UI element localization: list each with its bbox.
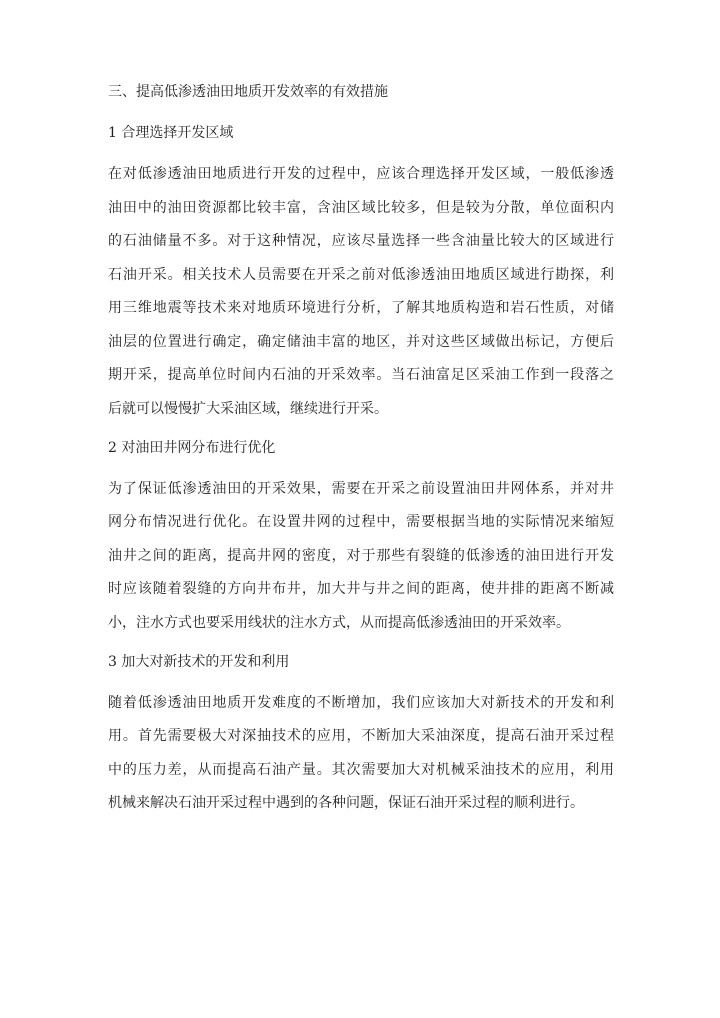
paragraph-1 (108, 164, 614, 419)
paragraph-2 (108, 479, 614, 633)
paragraph-line: 在对低渗透油田地质进行开发的过程中，应该合理选择开发区域，一般低渗透 (108, 166, 614, 182)
paragraph-3 (108, 693, 614, 814)
paragraph-line: 后就可以慢慢扩大采油区域，继续进行开采。 (108, 400, 388, 417)
paragraph-line: 用三维地震等技术来对地质环境进行分析，了解其地质构造和岩石性质，对储 (108, 300, 614, 316)
paragraph-line: 小，注水方式也要采用线状的注水方式，从而提高低渗透油田的开采效率。 (108, 614, 570, 631)
paragraph-line: 时应该随着裂缝的方向井布井，加大井与井之间的距离，使井排的距离不断减 (108, 581, 614, 597)
section-heading: 三、提高低渗透油田地质开发效率的有效措施 (108, 84, 388, 100)
paragraph-line: 网分布情况进行优化。在设置井网的过程中，需要根据当地的实际情况来缩短 (108, 514, 614, 530)
paragraph-line: 油田中的油田资源都比较丰富，含油区域比较多，但是较为分散，单位面积内 (108, 199, 614, 216)
paragraph-line: 用。首先需要极大对深抽技术的应用，不断加大采油深度，提高石油开采过程 (108, 728, 614, 744)
paragraph-line: 随着低渗透油田地质开发难度的不断增加，我们应该加大对新技术的开发和利 (108, 694, 614, 711)
paragraph-line: 油层的位置进行确定，确定储油丰富的地区，并对这些区域做出标记，方便后 (108, 333, 614, 350)
paragraph-line: 期开采，提高单位时间内石油的开采效率。当石油富足区采油工作到一段落之 (108, 367, 614, 383)
subsection-title-1: 1 合理选择开发区域 (108, 125, 234, 141)
subsection-title-3: 3 加大对新技术的开发和利用 (108, 653, 290, 670)
document-page (108, 82, 614, 813)
subsection-title-2: 2 对油田井网分布进行优化 (108, 439, 276, 456)
paragraph-line: 中的压力差，从而提高石油产量。其次需要加大对机械采油技术的应用，利用 (108, 761, 614, 778)
paragraph-line: 机械来解决石油开采过程中遇到的各种问题，保证石油开采过程的顺利进行。 (108, 795, 584, 811)
paragraph-line: 油井之间的距离，提高井网的密度，对于那些有裂缝的低渗透的油田进行开发 (108, 547, 614, 564)
paragraph-line: 的石油储量不多。对于这种情况，应该尽量选择一些含油量比较大的区域进行 (108, 233, 614, 249)
paragraph-line: 石油开采。相关技术人员需要在开采之前对低渗透油田地质区域进行勘探，利 (108, 266, 614, 283)
paragraph-line: 为了保证低渗透油田的开采效果，需要在开采之前设置油田井网体系，并对井 (108, 480, 614, 497)
